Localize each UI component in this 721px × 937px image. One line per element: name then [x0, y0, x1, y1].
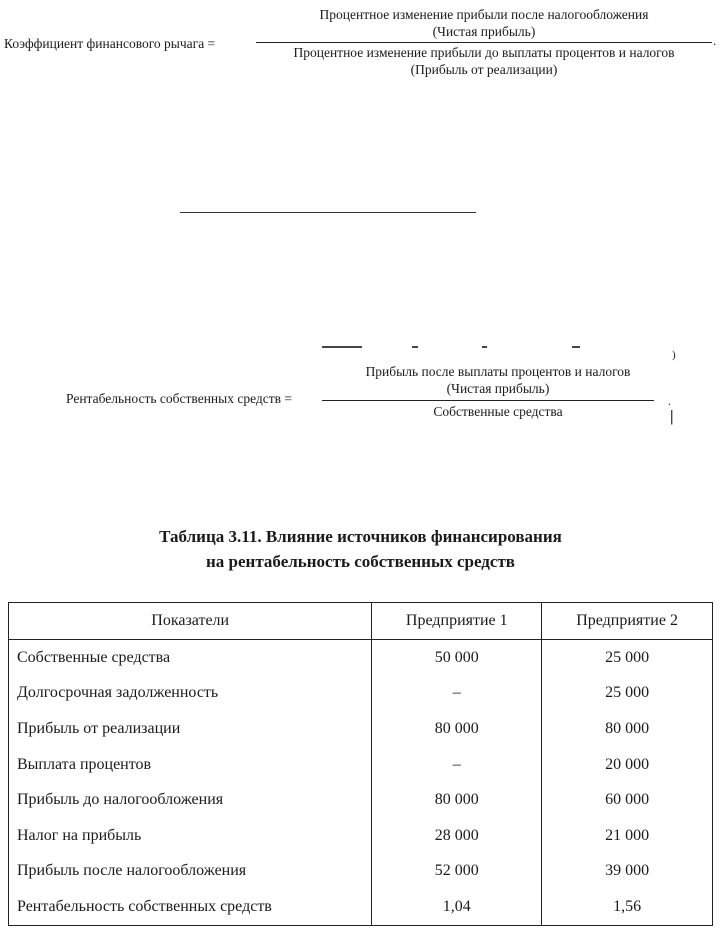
- formula2-denominator: Собственные средства: [433, 404, 563, 419]
- row-label: Налог на прибыль: [9, 818, 372, 854]
- cell-value: 1,56: [542, 889, 713, 925]
- cell-value: –: [372, 747, 542, 783]
- cell-value: 1,04: [372, 889, 542, 925]
- formula1-denominator-line1: Процентное изменение прибыли до выплаты процентов и налогов: [293, 45, 675, 60]
- formula1-denominator-line2: (Прибыль от реализации): [410, 62, 558, 77]
- cell-value: 21 000: [542, 818, 713, 854]
- table-row: [9, 889, 713, 925]
- table-row: [9, 782, 713, 818]
- formula1-trailing-dot: .: [713, 33, 717, 48]
- cell-value: 39 000: [542, 854, 713, 890]
- table-row: [9, 747, 713, 783]
- row-label: Выплата процентов: [9, 747, 372, 783]
- cell-value: 25 000: [542, 676, 713, 712]
- table-row: [9, 711, 713, 747]
- table-row: [9, 676, 713, 712]
- table-row: [9, 854, 713, 890]
- cell-value: 60 000: [542, 782, 713, 818]
- row-label: Прибыль до налогообложения: [9, 782, 372, 818]
- column-header: Предприятие 1: [372, 603, 542, 640]
- cell-value: 20 000: [542, 747, 713, 783]
- formula2-lhs: Рентабельность собственных средств =: [66, 391, 293, 406]
- row-label: Прибыль после налогообложения: [9, 854, 372, 890]
- row-label: Собственные средства: [9, 640, 372, 676]
- data-table: [8, 602, 713, 926]
- formula1-numerator-line1: Процентное изменение прибыли после налогообложения: [319, 7, 649, 22]
- cell-value: 80 000: [372, 782, 542, 818]
- scan-artifact: [322, 340, 652, 350]
- formula1-numerator-line2: (Чистая прибыль): [432, 24, 536, 39]
- table-row: [9, 640, 713, 676]
- formula1-fraction-bar: [256, 42, 712, 43]
- formula2-trailing-dot: .: [668, 394, 671, 408]
- scan-artifact-mark: |: [670, 408, 674, 425]
- horizontal-rule: [180, 212, 476, 213]
- table-row: [9, 818, 713, 854]
- table-caption-line2: на рентабельность собственных средств: [206, 552, 515, 571]
- cell-value: 25 000: [542, 640, 713, 676]
- cell-value: 80 000: [372, 711, 542, 747]
- cell-value: 28 000: [372, 818, 542, 854]
- scan-artifact-mark: ): [672, 349, 676, 361]
- formula2-fraction-bar: [322, 400, 654, 401]
- cell-value: 52 000: [372, 854, 542, 890]
- column-header: Предприятие 2: [542, 603, 713, 640]
- table-header-row: [9, 603, 713, 640]
- row-label: Прибыль от реализации: [9, 711, 372, 747]
- formula1-lhs: Коэффициент финансового рычага =: [4, 36, 216, 51]
- column-header: Показатели: [9, 603, 372, 640]
- formula2-numerator-line2: (Чистая прибыль): [446, 381, 550, 396]
- table-caption-line1: Таблица 3.11. Влияние источников финансирования: [159, 527, 562, 546]
- cell-value: –: [372, 676, 542, 712]
- cell-value: 50 000: [372, 640, 542, 676]
- cell-value: 80 000: [542, 711, 713, 747]
- row-label: Долгосрочная задолженность: [9, 676, 372, 712]
- formula2-numerator-line1: Прибыль после выплаты процентов и налогов: [365, 364, 631, 379]
- row-label: Рентабельность собственных средств: [9, 889, 372, 925]
